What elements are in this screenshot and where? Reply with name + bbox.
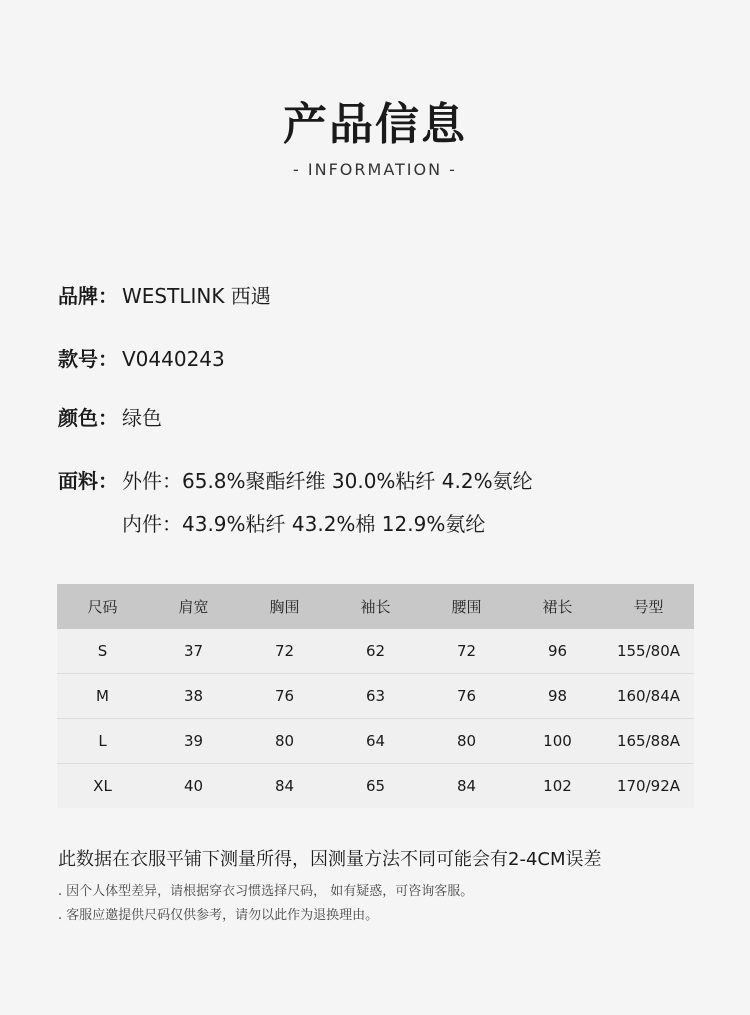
table-cell: S bbox=[57, 629, 148, 674]
header-cell: 号型 bbox=[603, 584, 694, 629]
note-item bbox=[58, 880, 473, 899]
table-cell: 165/88A bbox=[603, 719, 694, 764]
table-cell: L bbox=[57, 719, 148, 764]
table-cell: 40 bbox=[148, 764, 239, 809]
code-label: 款号： bbox=[58, 347, 118, 371]
header-cell: 腰围 bbox=[421, 584, 512, 629]
code-row bbox=[58, 343, 225, 372]
table-cell: 37 bbox=[148, 629, 239, 674]
table-cell: 39 bbox=[148, 719, 239, 764]
fabric-inner: 内件：43.9%粘纤 43.2%棉 12.9%氨纶 bbox=[122, 512, 486, 536]
table-cell: 38 bbox=[148, 674, 239, 719]
table-cell: 80 bbox=[239, 719, 330, 764]
table-cell: 160/84A bbox=[603, 674, 694, 719]
header-cell: 袖长 bbox=[330, 584, 421, 629]
fabric-outer: 外件：65.8%聚酯纤维 30.0%粘纤 4.2%氨纶 bbox=[122, 469, 533, 493]
page-title: 产品信息 bbox=[283, 99, 467, 150]
note-text: 因个人体型差异，请根据穿衣习惯选择尺码， 如有疑惑，可咨询客服。 bbox=[66, 884, 474, 899]
table-cell: 170/92A bbox=[603, 764, 694, 809]
table-cell: 155/80A bbox=[603, 629, 694, 674]
bullet-icon: . bbox=[58, 884, 63, 899]
table-cell: XL bbox=[57, 764, 148, 809]
table-cell: 72 bbox=[239, 629, 330, 674]
color-value: 绿色 bbox=[122, 406, 162, 430]
brand-label: 品牌： bbox=[58, 284, 118, 308]
size-table-header bbox=[57, 584, 694, 629]
header-cell: 裙长 bbox=[512, 584, 603, 629]
bullet-icon: . bbox=[58, 908, 63, 923]
table-cell: 84 bbox=[421, 764, 512, 809]
fabric-row bbox=[58, 465, 533, 536]
brand-value: WESTLINK 西遇 bbox=[122, 284, 271, 308]
page-subtitle: - INFORMATION - bbox=[293, 160, 457, 179]
table-cell: 72 bbox=[421, 629, 512, 674]
code-value: V0440243 bbox=[122, 347, 225, 371]
color-row bbox=[58, 402, 162, 431]
color-label: 颜色： bbox=[58, 406, 118, 430]
table-cell: 98 bbox=[512, 674, 603, 719]
table-row bbox=[57, 674, 694, 719]
table-cell: 96 bbox=[512, 629, 603, 674]
table-row bbox=[57, 764, 694, 809]
table-cell: 64 bbox=[330, 719, 421, 764]
table-cell: 80 bbox=[421, 719, 512, 764]
size-table bbox=[57, 584, 694, 808]
table-cell: 102 bbox=[512, 764, 603, 809]
header-cell: 肩宽 bbox=[148, 584, 239, 629]
note-item bbox=[58, 904, 378, 923]
table-row bbox=[57, 719, 694, 764]
table-cell: 84 bbox=[239, 764, 330, 809]
table-cell: 62 bbox=[330, 629, 421, 674]
header-cell: 胸围 bbox=[239, 584, 330, 629]
table-cell: M bbox=[57, 674, 148, 719]
brand-row bbox=[58, 280, 271, 309]
measurement-note: 此数据在衣服平铺下测量所得，因测量方法不同可能会有2-4CM误差 bbox=[58, 849, 602, 870]
table-cell: 76 bbox=[421, 674, 512, 719]
note-text: 客服应邀提供尺码仅供参考，请勿以此作为退换理由。 bbox=[66, 908, 379, 923]
fabric-label: 面料： bbox=[58, 469, 118, 493]
table-row bbox=[57, 629, 694, 674]
table-cell: 100 bbox=[512, 719, 603, 764]
table-cell: 63 bbox=[330, 674, 421, 719]
table-cell: 65 bbox=[330, 764, 421, 809]
header-cell: 尺码 bbox=[57, 584, 148, 629]
table-cell: 76 bbox=[239, 674, 330, 719]
